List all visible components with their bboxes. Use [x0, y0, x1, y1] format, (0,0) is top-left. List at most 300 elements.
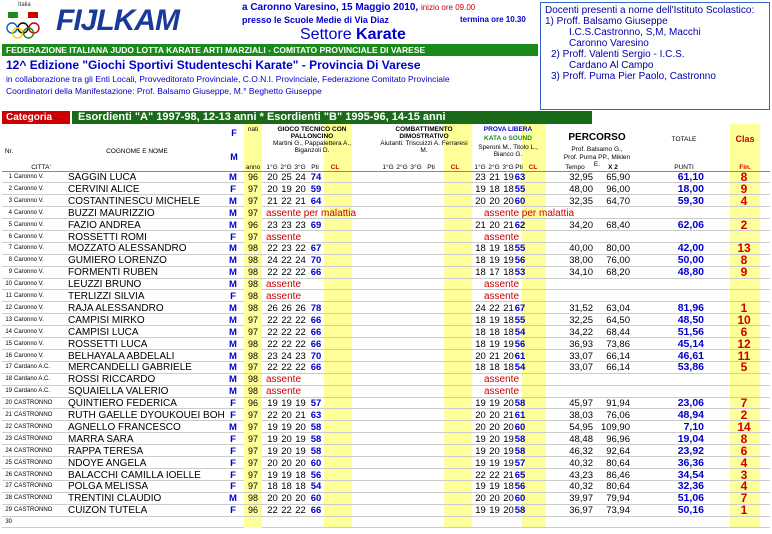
- row-number: 19: [5, 388, 12, 395]
- row-gioco-score: 22: [267, 362, 278, 374]
- row-kata-score: 18: [475, 362, 486, 374]
- row-athlete-name: FAZIO ANDREA: [68, 219, 141, 231]
- table-row: [2, 434, 770, 445]
- col-f: F: [231, 128, 237, 138]
- row-year: [244, 517, 262, 528]
- row-punti: 7,10: [683, 421, 704, 433]
- row-gioco-score: 22: [295, 338, 306, 350]
- row-kata-score: 19: [503, 445, 514, 457]
- row-sex: M: [229, 279, 237, 291]
- row-athlete-name: BUZZI MAURIZZIO: [68, 207, 155, 219]
- row-gioco-score: 23: [267, 219, 278, 231]
- row-kata-score: 18: [503, 267, 514, 279]
- col-tempo: Tempo: [565, 164, 585, 171]
- col-cognome: COGNOME E NOME: [106, 148, 168, 155]
- row-athlete-name: ROSSETTI ROMI: [68, 231, 147, 243]
- row-gioco-score: 20: [295, 493, 306, 505]
- row-city: CASTRONNO: [14, 483, 53, 490]
- row-athlete-name: MARRA SARA: [68, 433, 134, 445]
- row-kata-score: 18: [475, 243, 486, 255]
- row-sex: F: [230, 398, 236, 410]
- row-sex: F: [230, 505, 236, 517]
- row-kata-score: 20: [475, 493, 486, 505]
- row-athlete-name: MOZZATO ALESSANDRO: [68, 243, 187, 255]
- row-gioco-total: 78: [310, 302, 322, 314]
- row-sex: F: [230, 481, 236, 493]
- row-sex: M: [229, 493, 237, 505]
- row-gioco-total: 58: [310, 433, 322, 445]
- row-kata-score: 19: [475, 445, 486, 457]
- row-final-rank: 4: [740, 481, 748, 493]
- row-punti: 48,50: [677, 314, 704, 326]
- row-kata-total: 55: [514, 314, 526, 326]
- row-city: Cardano A.C.: [14, 376, 51, 383]
- row-kata-score: 20: [489, 433, 500, 445]
- row-kata-score: 19: [489, 255, 500, 267]
- row-number: 27: [5, 483, 12, 490]
- row-number: 16: [5, 352, 12, 359]
- col-g3: 3°G: [502, 164, 514, 171]
- row-absent-note: assente per malattia: [266, 207, 357, 219]
- row-sex: F: [230, 410, 236, 421]
- row-gioco-total: 57: [310, 398, 322, 410]
- row-gioco-score: 21: [267, 195, 278, 207]
- row-x2: 76,00: [606, 255, 630, 267]
- row-kata-score: 18: [503, 326, 514, 338]
- row-sex: F: [230, 433, 236, 445]
- settore-title: [300, 26, 406, 44]
- row-gioco-score: 26: [281, 302, 292, 314]
- row-year: 98: [244, 339, 262, 350]
- row-kata-score: 19: [475, 457, 486, 469]
- row-kata-score: 21: [489, 172, 500, 183]
- row-city: Caronno V.: [14, 352, 44, 359]
- table-row: [2, 291, 770, 302]
- row-gioco-score: 19: [281, 398, 292, 410]
- row-year: 97: [244, 410, 262, 421]
- row-gioco-score: 22: [267, 243, 278, 255]
- table-row: [2, 374, 770, 385]
- col-g2: 2°G: [488, 164, 500, 171]
- row-kata-score: 20: [489, 421, 500, 433]
- col-percorso-sub2: Prof. Puma PP., Miklen E.: [563, 154, 631, 168]
- row-gioco-score: 22: [295, 505, 306, 517]
- row-tempo: 45,97: [569, 398, 593, 410]
- row-kata-score: 19: [489, 457, 500, 469]
- row-x2: 109,90: [600, 421, 630, 433]
- event-end: termina ore 10.30: [460, 15, 526, 24]
- row-athlete-name: TERLIZZI SILVIA: [68, 291, 145, 302]
- row-tempo: 46,32: [569, 445, 593, 457]
- row-final-rank: 7: [740, 493, 748, 505]
- row-city: Caronno V.: [14, 328, 44, 335]
- row-kata-score: 20: [475, 195, 486, 207]
- row-number: 1: [8, 174, 12, 180]
- col-kata: KATA o SOUND: [484, 135, 532, 142]
- row-tempo: 40,32: [569, 457, 593, 469]
- row-x2: 68,40: [606, 219, 630, 231]
- row-kata-score: 20: [503, 350, 514, 362]
- row-year: 96: [244, 398, 262, 409]
- row-kata-score: 20: [475, 410, 486, 421]
- row-year: 98: [244, 303, 262, 314]
- row-gioco-total: 56: [310, 469, 322, 481]
- row-athlete-name: AGNELLO FRANCESCO: [68, 421, 181, 433]
- row-absent-note: assente: [266, 231, 302, 243]
- row-punti: 53,86: [677, 362, 704, 374]
- row-kata-score: 22: [489, 302, 500, 314]
- row-kata-score: 18: [503, 481, 514, 493]
- row-sex: M: [229, 421, 237, 433]
- row-sex: F: [230, 231, 236, 243]
- row-athlete-name: BALACCHI CAMILLA IOELLE: [68, 469, 201, 481]
- table-row: [2, 267, 770, 278]
- row-gioco-score: 23: [267, 350, 278, 362]
- olympic-rings-icon: [2, 2, 54, 42]
- row-tempo: 32,95: [569, 172, 593, 183]
- table-row: [2, 505, 770, 516]
- row-gioco-score: 23: [295, 219, 306, 231]
- row-gioco-total: 63: [310, 410, 322, 421]
- row-number: 21: [5, 412, 12, 418]
- row-kata-score: 20: [503, 493, 514, 505]
- row-athlete-name: ROSSETTI LUCA: [68, 338, 148, 350]
- table-row: [2, 232, 770, 243]
- table-row: [2, 243, 770, 254]
- row-city: CASTRONNO: [14, 471, 53, 478]
- row-year: 98: [244, 374, 262, 385]
- row-punti: 42,00: [677, 243, 704, 255]
- row-gioco-total: 58: [310, 421, 322, 433]
- row-tempo: 39,97: [569, 493, 593, 505]
- row-tempo: 34,10: [569, 267, 593, 279]
- row-x2: 63,04: [606, 302, 630, 314]
- table-row: [2, 517, 770, 528]
- row-year: 96: [244, 220, 262, 231]
- row-kata-score: 19: [489, 314, 500, 326]
- row-x2: 68,20: [606, 267, 630, 279]
- row-year: 98: [244, 351, 262, 362]
- docenti-box: [540, 2, 770, 110]
- row-sex: M: [229, 267, 237, 279]
- row-sex: M: [229, 314, 237, 326]
- col-totale: TOTALE: [671, 136, 697, 143]
- col-pti: Pti: [427, 164, 435, 171]
- row-gioco-score: 22: [281, 326, 292, 338]
- row-gioco-score: 22: [281, 255, 292, 267]
- row-absent-note: assente: [266, 374, 302, 386]
- row-kata-score: 20: [475, 421, 486, 433]
- row-tempo: 34,22: [569, 326, 593, 338]
- row-final-rank: 2: [740, 219, 748, 231]
- row-sex: M: [229, 172, 237, 183]
- row-gioco-score: 22: [267, 505, 278, 517]
- row-kata-score: 18: [475, 338, 486, 350]
- col-g2: 2°G: [396, 164, 408, 171]
- row-gioco-score: 20: [281, 410, 292, 421]
- row-kata-total: 57: [514, 457, 526, 469]
- row-number: 17: [5, 364, 12, 371]
- row-kata-score: 19: [503, 338, 514, 350]
- docenti-line: Cardano Al Campo: [569, 60, 654, 71]
- row-kata-score: 20: [489, 493, 500, 505]
- row-number: 26: [5, 471, 12, 478]
- row-city: Caronno V.: [14, 316, 44, 323]
- row-x2: 68,44: [606, 326, 630, 338]
- row-tempo: 40,00: [569, 243, 593, 255]
- col-combat-sub: Aiutanti: Triscuizzi A. Ferraresi M.: [380, 140, 468, 154]
- table-row: [2, 481, 770, 492]
- row-punti: 32,36: [677, 481, 704, 493]
- row-punti: 51,56: [677, 326, 704, 338]
- row-kata-total: 67: [514, 302, 526, 314]
- table-row: [2, 255, 770, 266]
- row-final-rank: 8: [740, 255, 748, 267]
- col-kata-sub: Speroni M., Titolo L., Bianco G.: [478, 144, 538, 158]
- row-x2: 86,46: [606, 469, 630, 481]
- row-city: Cardano A.C.: [14, 364, 51, 371]
- esordienti-bar: Esordienti "A" 1997-98, 12-13 anni * Esordienti "B" 1995-96, 14-15 anni: [72, 111, 592, 124]
- row-kata-total: 56: [514, 481, 526, 493]
- col-cl: CL: [528, 164, 538, 171]
- table-row: [2, 327, 770, 338]
- row-tempo: 34,20: [569, 219, 593, 231]
- row-kata-total: 54: [514, 326, 526, 338]
- row-punti: 50,00: [677, 255, 704, 267]
- collaboration-text: in collaborazione tra gli Enti Locali, Provveditorato Provinciale, C.O.N.I. Provinciale, Federazione Comitato Provinciale: [6, 74, 450, 84]
- row-athlete-name: ROSSI RICCARDO: [68, 374, 156, 386]
- table-row: [2, 470, 770, 481]
- row-gioco-score: 24: [295, 255, 306, 267]
- row-final-rank: 9: [740, 183, 748, 195]
- row-gioco-score: 20: [281, 445, 292, 457]
- col-g2: 2°G: [280, 164, 292, 171]
- row-kata-score: 18: [489, 326, 500, 338]
- row-final-rank: 8: [740, 172, 748, 183]
- row-gioco-score: 19: [295, 398, 306, 410]
- row-number: 24: [5, 447, 12, 454]
- row-number: 20: [5, 400, 12, 407]
- row-gioco-score: 22: [281, 314, 292, 326]
- row-tempo: 48,48: [569, 433, 593, 445]
- row-number: 14: [5, 328, 12, 335]
- row-year: 97: [244, 470, 262, 481]
- col-g3: 3°G: [410, 164, 422, 171]
- row-year: 97: [244, 208, 262, 219]
- row-city: Caronno V.: [14, 174, 44, 180]
- row-kata-score: 21: [503, 219, 514, 231]
- row-kata-score: 19: [475, 505, 486, 517]
- row-final-rank: 5: [740, 362, 748, 374]
- row-kata-total: 56: [514, 255, 526, 267]
- row-absent-note: assente per malattia: [484, 207, 575, 219]
- row-kata-score: 18: [503, 314, 514, 326]
- row-number: 18: [5, 376, 12, 383]
- row-kata-score: 21: [503, 302, 514, 314]
- docenti-title: Docenti presenti a nome dell'Istituto Scolastico:: [545, 5, 755, 16]
- row-gioco-score: 24: [267, 255, 278, 267]
- row-number: 11: [5, 293, 12, 299]
- row-absent-note: assente: [266, 291, 302, 302]
- row-year: 98: [244, 279, 262, 290]
- row-athlete-name: TRENTINI CLAUDIO: [68, 493, 162, 505]
- table-row: [2, 410, 770, 421]
- row-kata-score: 20: [503, 421, 514, 433]
- row-sex: M: [229, 386, 237, 398]
- docenti-line: Caronno Varesino: [569, 38, 649, 49]
- row-number: 6: [8, 233, 12, 240]
- row-gioco-score: 20: [281, 433, 292, 445]
- docenti-line: 1) Proff. Balsamo Giuseppe: [545, 16, 668, 27]
- row-x2: 65,90: [606, 172, 630, 183]
- row-punti: 34,54: [677, 469, 704, 481]
- row-gioco-score: 21: [295, 410, 306, 421]
- row-sex: M: [229, 243, 237, 255]
- row-final-rank: 1: [740, 505, 748, 517]
- row-gioco-score: 19: [267, 445, 278, 457]
- row-athlete-name: FORMENTI RUBEN: [68, 267, 158, 279]
- row-athlete-name: RAPPA TERESA: [68, 445, 144, 457]
- col-pti: Pti: [515, 164, 523, 171]
- table-row: [2, 422, 770, 433]
- row-punti: 23,92: [677, 445, 704, 457]
- row-number: 22: [5, 423, 12, 430]
- row-x2: 80,00: [606, 243, 630, 255]
- row-athlete-name: GUMIERO LORENZO: [68, 255, 167, 267]
- col-citta: CITTA': [31, 164, 51, 171]
- row-sex: M: [229, 219, 237, 231]
- edition-title: 12^ Edizione "Giochi Sportivi Studenteschi Karate" - Provincia Di Varese: [6, 58, 421, 72]
- row-gioco-score: 19: [295, 433, 306, 445]
- row-gioco-score: 18: [295, 481, 306, 493]
- row-kata-score: 19: [489, 505, 500, 517]
- table-row: [2, 386, 770, 397]
- row-gioco-score: 22: [267, 314, 278, 326]
- event-date: [242, 2, 475, 13]
- row-gioco-score: 21: [295, 195, 306, 207]
- row-gioco-score: 22: [295, 243, 306, 255]
- row-sex: M: [229, 207, 237, 219]
- row-gioco-score: 22: [281, 267, 292, 279]
- table-row: [2, 493, 770, 504]
- row-gioco-score: 19: [267, 421, 278, 433]
- row-number: 30: [5, 519, 12, 526]
- row-gioco-total: 70: [310, 255, 322, 267]
- row-gioco-score: 25: [281, 172, 292, 183]
- row-year: 97: [244, 232, 262, 243]
- row-sex: F: [230, 457, 236, 469]
- event-start: inizio ore 09.00: [420, 3, 476, 12]
- row-year: 97: [244, 434, 262, 445]
- row-final-rank: 2: [740, 410, 748, 421]
- row-gioco-score: 20: [267, 183, 278, 195]
- row-year: 98: [244, 291, 262, 302]
- row-kata-score: 19: [475, 481, 486, 493]
- row-kata-score: 20: [489, 195, 500, 207]
- docenti-line: 2) Proff. Valenti Sergio - I.C.S.: [551, 49, 685, 60]
- row-kata-total: 60: [514, 195, 526, 207]
- row-final-rank: 4: [740, 195, 748, 207]
- row-kata-total: 58: [514, 505, 526, 517]
- row-kata-score: 20: [503, 505, 514, 517]
- row-gioco-total: 74: [310, 172, 322, 183]
- row-gioco-score: 20: [281, 457, 292, 469]
- row-gioco-score: 22: [267, 326, 278, 338]
- row-gioco-total: 60: [310, 493, 322, 505]
- row-year: 97: [244, 196, 262, 207]
- row-punti: 51,06: [677, 493, 704, 505]
- row-year: 98: [244, 386, 262, 397]
- row-city: Caronno V.: [14, 221, 44, 228]
- row-city: Caronno V.: [14, 233, 44, 240]
- col-m: M: [230, 152, 238, 162]
- row-kata-total: 60: [514, 421, 526, 433]
- col-percorso: PERCORSO: [568, 132, 626, 143]
- row-gioco-score: 20: [295, 457, 306, 469]
- row-x2: 73,94: [606, 505, 630, 517]
- row-absent-note: assente: [484, 291, 520, 302]
- row-kata-score: 21: [503, 469, 514, 481]
- row-punti: 19,04: [677, 433, 704, 445]
- col-gioco: GIOCO TECNICO CON PALLONCINO: [277, 126, 347, 140]
- row-year: 97: [244, 362, 262, 373]
- row-kata-total: 55: [514, 243, 526, 255]
- row-kata-score: 19: [503, 457, 514, 469]
- results-table: [2, 124, 770, 528]
- col-pti: Pti: [311, 164, 319, 171]
- row-year: 98: [244, 267, 262, 278]
- row-kata-total: 61: [514, 350, 526, 362]
- row-gioco-score: 19: [295, 445, 306, 457]
- row-final-rank: 10: [737, 314, 751, 326]
- row-kata-score: 18: [503, 183, 514, 195]
- row-gioco-score: 24: [295, 172, 306, 183]
- row-number: 15: [5, 340, 12, 347]
- row-gioco-total: 66: [310, 314, 322, 326]
- row-gioco-total: 54: [310, 481, 322, 493]
- col-cl: CL: [330, 164, 340, 171]
- row-number: 13: [5, 316, 12, 323]
- row-year: 96: [244, 172, 262, 183]
- table-header: [2, 124, 770, 172]
- row-sex: M: [229, 326, 237, 338]
- row-city: CASTRONNO: [14, 459, 53, 466]
- row-kata-total: 58: [514, 398, 526, 410]
- row-gioco-total: 66: [310, 267, 322, 279]
- row-final-rank: 12: [737, 338, 751, 350]
- row-kata-score: 19: [503, 255, 514, 267]
- row-punti: 46,61: [677, 350, 704, 362]
- row-gioco-score: 24: [281, 350, 292, 362]
- docenti-line: 3) Proff. Puma Pier Paolo, Castronno: [551, 71, 716, 82]
- row-absent-note: assente: [266, 386, 302, 398]
- row-kata-score: 23: [475, 172, 486, 183]
- row-gioco-score: 22: [295, 362, 306, 374]
- row-city: Caronno V.: [14, 340, 44, 347]
- row-kata-score: 20: [503, 195, 514, 207]
- row-sex: M: [229, 195, 237, 207]
- table-row: [2, 184, 770, 195]
- row-tempo: 48,00: [569, 183, 593, 195]
- coordinators-text: Coordinatori della Manifestazione: Prof. Balsamo Giuseppe, M.° Beghetto Giuseppe: [6, 86, 322, 96]
- col-gioco-sub: Martini G., Pappalettera A., Biganzoli D.: [272, 140, 352, 154]
- col-nati: nati: [247, 126, 259, 133]
- row-year: 98: [244, 493, 262, 504]
- row-x2: 80,64: [606, 481, 630, 493]
- docenti-line: I.C.S.Castronno, S,M, Macchi: [569, 27, 701, 38]
- col-x2: X 2: [608, 164, 618, 171]
- row-city: Caronno V.: [14, 257, 44, 264]
